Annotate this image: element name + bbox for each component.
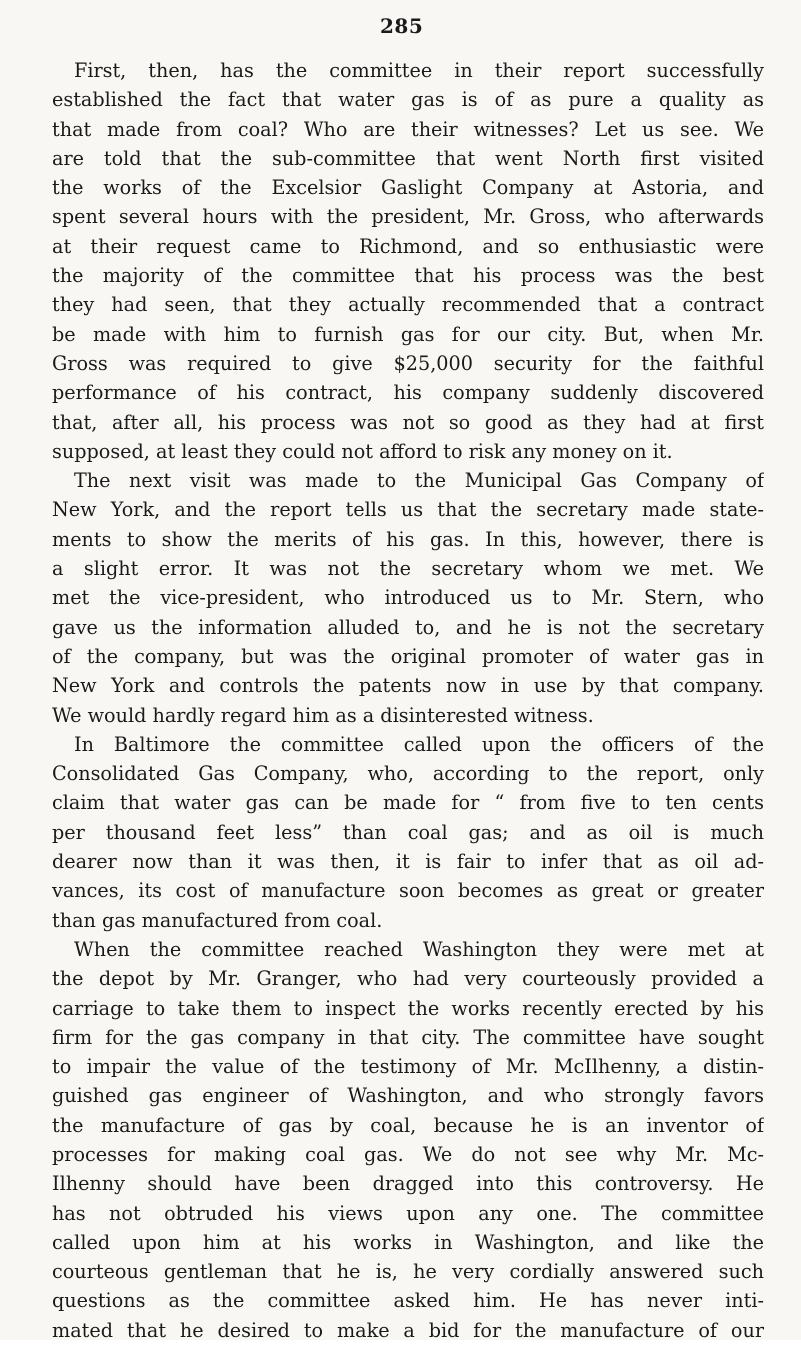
text-line: than gas manufactured from coal.	[52, 908, 383, 932]
text-line: questions as the committee asked him. He has never inti-	[52, 1289, 764, 1313]
text-line: that made from coal? Who are their witnesses? Let us see. We	[52, 117, 764, 141]
text-line: are told that the sub-committee that went North first visited	[52, 146, 764, 170]
text-line: guished gas engineer of Washington, and who strongly favors	[52, 1084, 764, 1108]
text-line: dearer now than it was then, it is fair to infer that as oil ad-	[52, 850, 764, 874]
text-line: First, then, has the committee in their report successfully	[74, 59, 764, 82]
text-line: the depot by Mr. Granger, who had very courteously provided a	[52, 967, 764, 991]
text-line: a slight error. It was not the secretary whom we met. We	[52, 557, 764, 581]
text-line: at their request came to Richmond, and so enthusiastic were	[52, 234, 764, 258]
body-text	[52, 56, 764, 1345]
text-line: established the fact that water gas is of as pure a quality as	[52, 88, 764, 112]
text-line: New York, and the report tells us that the secretary made state-	[52, 498, 764, 522]
text-line: carriage to take them to inspect the works recently erected by his	[52, 996, 764, 1020]
text-line: New York and controls the patents now in use by that company.	[52, 674, 764, 698]
text-line: courteous gentleman that he is, he very cordially answered such	[52, 1260, 764, 1284]
text-line: In Baltimore the committee called upon the officers of the	[74, 732, 764, 756]
text-line: that, after all, his process was not so good as they had at first	[52, 410, 764, 434]
text-line: The next visit was made to the Municipal Gas Company of	[74, 469, 764, 493]
text-line: be made with him to furnish gas for our city. But, when Mr.	[52, 322, 764, 346]
text-line: performance of his contract, his company suddenly discovered	[52, 381, 764, 405]
text-line: mated that he desired to make a bid for the manufacture of our	[52, 1318, 764, 1342]
text-line: ments to show the merits of his gas. In this, however, there is	[52, 527, 764, 551]
text-line: gave us the information alluded to, and he is not the secretary	[52, 615, 764, 639]
text-line: to impair the value of the testimony of Mr. McIlhenny, a distin-	[52, 1055, 764, 1079]
text-line: called upon him at his works in Washington, and like the	[52, 1230, 764, 1254]
text-line: vances, its cost of manufacture soon becomes as great or greater	[52, 879, 764, 903]
text-line: per thousand feet less” than coal gas; and as oil is much	[52, 820, 764, 844]
text-line: of the company, but was the original promoter of water gas in	[52, 644, 764, 668]
text-line: We would hardly regard him as a disinterested witness.	[52, 703, 594, 727]
text-line: Ilhenny should have been dragged into this controversy. He	[52, 1172, 764, 1196]
text-line: has not obtruded his views upon any one. The committee	[52, 1201, 764, 1225]
text-line: When the committee reached Washington they were met at	[74, 937, 764, 961]
text-line: they had seen, that they actually recommended that a contract	[52, 293, 764, 317]
text-line: supposed, at least they could not afford to risk any money on it.	[52, 439, 673, 463]
text-line: Gross was required to give $25,000 security for the faithful	[52, 351, 764, 375]
text-line: the works of the Excelsior Gaslight Company at Astoria, and	[52, 176, 764, 200]
text-line: firm for the gas company in that city. The committee have sought	[52, 1025, 764, 1049]
text-line: Consolidated Gas Company, who, according to the report, only	[52, 762, 764, 786]
text-line: processes for making coal gas. We do not see why Mr. Mc-	[52, 1142, 764, 1166]
page-number: 285	[380, 14, 424, 38]
text-line: met the vice-president, who introduced us to Mr. Stern, who	[52, 586, 764, 610]
text-line: the manufacture of gas by coal, because he is an inventor of	[52, 1113, 764, 1137]
text-line: claim that water gas can be made for “ from five to ten cents	[52, 791, 764, 815]
text-line: spent several hours with the president, Mr. Gross, who afterwards	[52, 205, 764, 229]
text-line: the majority of the committee that his process was the best	[52, 264, 764, 288]
